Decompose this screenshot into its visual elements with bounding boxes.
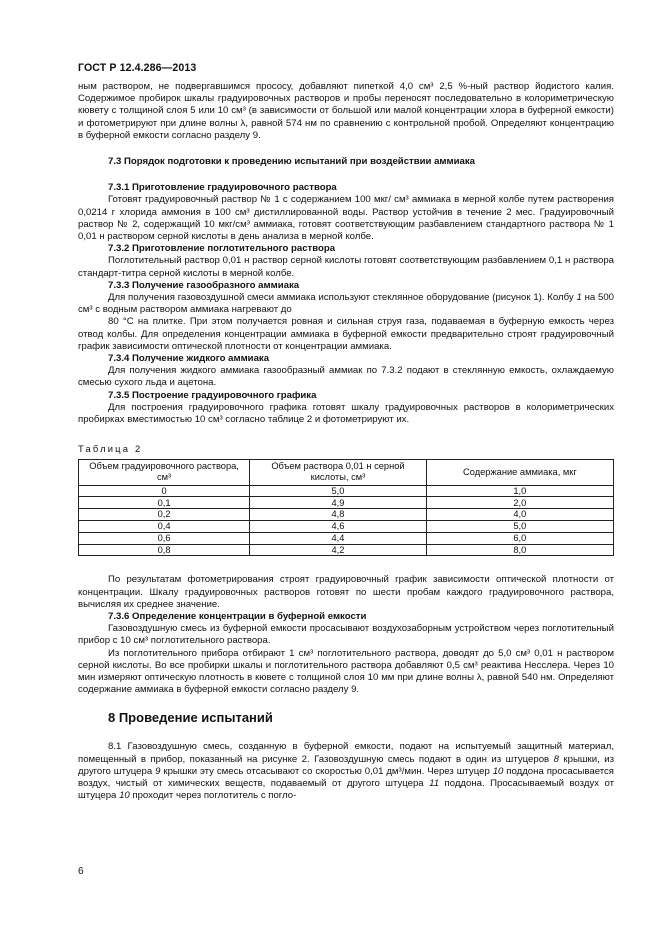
table-row [79, 544, 614, 556]
after-table-paragraph: По результатам фотометрирования строят градуировочный график зависимости оптической плотности от концентрации. Шкалу градуировочных растворов готовят по шести пробам каждого градуировочного раствора, вычисляя их среднее значение. [78, 574, 614, 610]
section-8-1-part5: поддона. Просасываемый воздух от штуцера [78, 778, 614, 802]
section-7-3-title: 7.3 Порядок подготовки к проведению испытаний при воздействии аммиака [108, 156, 475, 168]
table-row [79, 485, 614, 497]
fitting-number-10: 10 [119, 790, 130, 802]
table-cell: 0,1 [79, 497, 250, 509]
standard-header: ГОСТ Р 12.4.286—2013 [78, 62, 197, 74]
section-7-3-4-text: Для получения жидкого аммиака газообразный аммиак по 7.3.2 подают в стеклянную емкость, охлаждаемую смесью сухого льда и ацетона. [78, 365, 614, 389]
section-7-3-3-text [78, 292, 614, 316]
table-cell: 2,0 [426, 497, 613, 509]
table-header-row [79, 460, 614, 485]
section-8-1-part3: крышки эту смесь отсасывают со скоростью 0,01 дм³/мин. Через штуцер [160, 765, 493, 777]
fitting-number-10: 10 [492, 765, 504, 777]
section-7-3-3-text-part2: на 500 см³ с водным раствором аммиака нагревают до [78, 292, 614, 316]
fitting-number-9: 9 [155, 765, 161, 777]
section-7-3-2-title: 7.3.2 Приготовление поглотительного раствора [108, 243, 336, 255]
table-row [79, 532, 614, 544]
table-cell: 0,6 [79, 532, 250, 544]
table-cell: 4,4 [250, 532, 427, 544]
section-7-3-6-text-1: Газовоздушную смесь из буферной емкости просасывают воздухозаборным устройством через поглотительный прибор с 10 см³ поглотительного раствора. [78, 623, 614, 647]
fitting-number-11: 11 [429, 778, 440, 790]
table-cell: 5,0 [250, 485, 427, 497]
table-cell: 4,9 [250, 497, 427, 509]
section-7-3-5-text: Для построения градуировочного графика готовят шкалу градуировочных растворов в колориметрических пробирках вместимостью 10 см³ согласно таблице 2 и фотометрируют их. [78, 401, 614, 426]
table-header-cell: Содержание аммиака, мкг [426, 460, 613, 485]
table-cell: 4,2 [250, 544, 427, 556]
table-cell: 5,0 [426, 521, 613, 533]
table-row [79, 497, 614, 509]
section-7-3-3-text-part1: Для получения газовоздушной смеси аммиака используют стеклянное оборудование (рисунок 1). Колбу [108, 292, 577, 304]
table-header-cell: Объем градуировочного раствора, см³ [79, 460, 250, 485]
table-2 [78, 459, 614, 556]
page-number: 6 [78, 866, 84, 877]
section-8-1-text [78, 741, 614, 802]
section-8-1-part4: поддона просасывается воздух, чистый от химических веществ, подаваемый от другого штуцера [78, 765, 615, 790]
section-7-3-6-title: 7.3.6 Определение концентрации в буферной емкости [108, 611, 367, 623]
table-header-cell: Объем раствора 0,01 н серной кислоты, см³ [250, 460, 427, 485]
table-cell: 4,0 [426, 509, 613, 521]
section-8-title: 8 Проведение испытаний [108, 710, 273, 726]
section-7-3-1-text: Готовят градуировочный раствор № 1 с содержанием 100 мкг/ см³ аммиака в мерной колбе путем растворения 0,0214 г хлорида аммония в 100 см³ дистиллированной воды. Раствор устойчив в течение 2 мес. Градуировочный раствор № 2, содержащий 10 мкг/см³ аммиака, готовят соответствующим разбавлением стандартного раствора № 1 0,01 н раствором серной кислоты в день анализа в мерной колбе. [78, 194, 614, 243]
table-cell: 0,2 [79, 509, 250, 521]
table-cell: 0,4 [79, 521, 250, 533]
table-row [79, 509, 614, 521]
table-cell: 8,0 [426, 544, 613, 556]
table-cell: 6,0 [426, 532, 613, 544]
page-content [78, 81, 614, 803]
section-7-3-4-title: 7.3.4 Получение жидкого аммиака [108, 353, 270, 365]
section-7-3-3-text-cont: 80 °С на плитке. При этом получается ровная и сильная струя газа, подаваемая в буферную емкость через отвод колбы. Для определения концентрации аммиака в буферной емкости предварительно строят градуировочный график зависимости оптической плотности от концентрации аммиака. [78, 316, 614, 352]
section-8-1-part1: 8.1 Газовоздушную смесь, созданную в буферной емкости, подают на испытуемый защитный материал, помещенный в прибор, показанный на рисунке 2. Газовоздушную смесь подают в один из штуцеров [78, 741, 614, 765]
section-7-3-5-title: 7.3.5 Построение градуировочного графика [108, 389, 317, 401]
section-7-3-3-title: 7.3.3 Получение газообразного аммиака [108, 279, 300, 291]
section-7-3-1-title: 7.3.1 Приготовление градуировочного раствора [108, 182, 337, 194]
intro-paragraph: ным раствором, не подвергавшимся прососу, добавляют пипеткой 4,0 см³ 2,5 %-ный раствор йодистого калия. Содержимое пробирок шкалы градуировочных растворов и пробы переносят последовательно в колориметрическую кювету с толщиной слоя 5 или 10 см³ (в зависимости от большой или малой концентрации хлора в буферной емкости) и фотометрируют при длине волны λ, равной 574 нм по сравнению с контрольной пробой. Определяют концентрацию в буферной емкости согласно разделу 9. [78, 81, 614, 141]
section-7-3-6-text-2: Из поглотительного прибора отбирают 1 см³ поглотительного раствора, доводят до 5,0 см³ 0,01 н раствором серной кислоты. Во все пробирки шкалы и поглотительного раствора добавляют 0,5 см³ реактива Несслера. Через 10 мин измеряют оптическую плотность в кювете с толщиной слоя 10 мм при длине волны λ, равной 540 нм. Определяют содержание аммиака в буферной емкости согласно разделу 9. [78, 647, 614, 696]
flask-number: 1 [576, 292, 582, 304]
table-cell: 0,8 [79, 544, 250, 556]
table-2-caption: Таблица 2 [78, 443, 143, 455]
table-cell: 4,6 [250, 521, 427, 533]
table-cell: 4,8 [250, 509, 427, 521]
section-8-1-part2: крышки, из другого штуцера [78, 753, 614, 777]
section-7-3-2-text: Поглотительный раствор 0,01 н раствор серной кислоты готовят соответствующим разбавлением 0,1 н раствора стандарт-титра серной кислоты в мерной колбе. [78, 255, 614, 279]
table-cell: 1,0 [426, 485, 613, 497]
table-cell: 0 [79, 485, 250, 497]
table-row [79, 521, 614, 533]
fitting-number-8: 8 [553, 753, 559, 765]
section-8-1-part6: проходит через поглотитель с погло- [129, 790, 297, 802]
